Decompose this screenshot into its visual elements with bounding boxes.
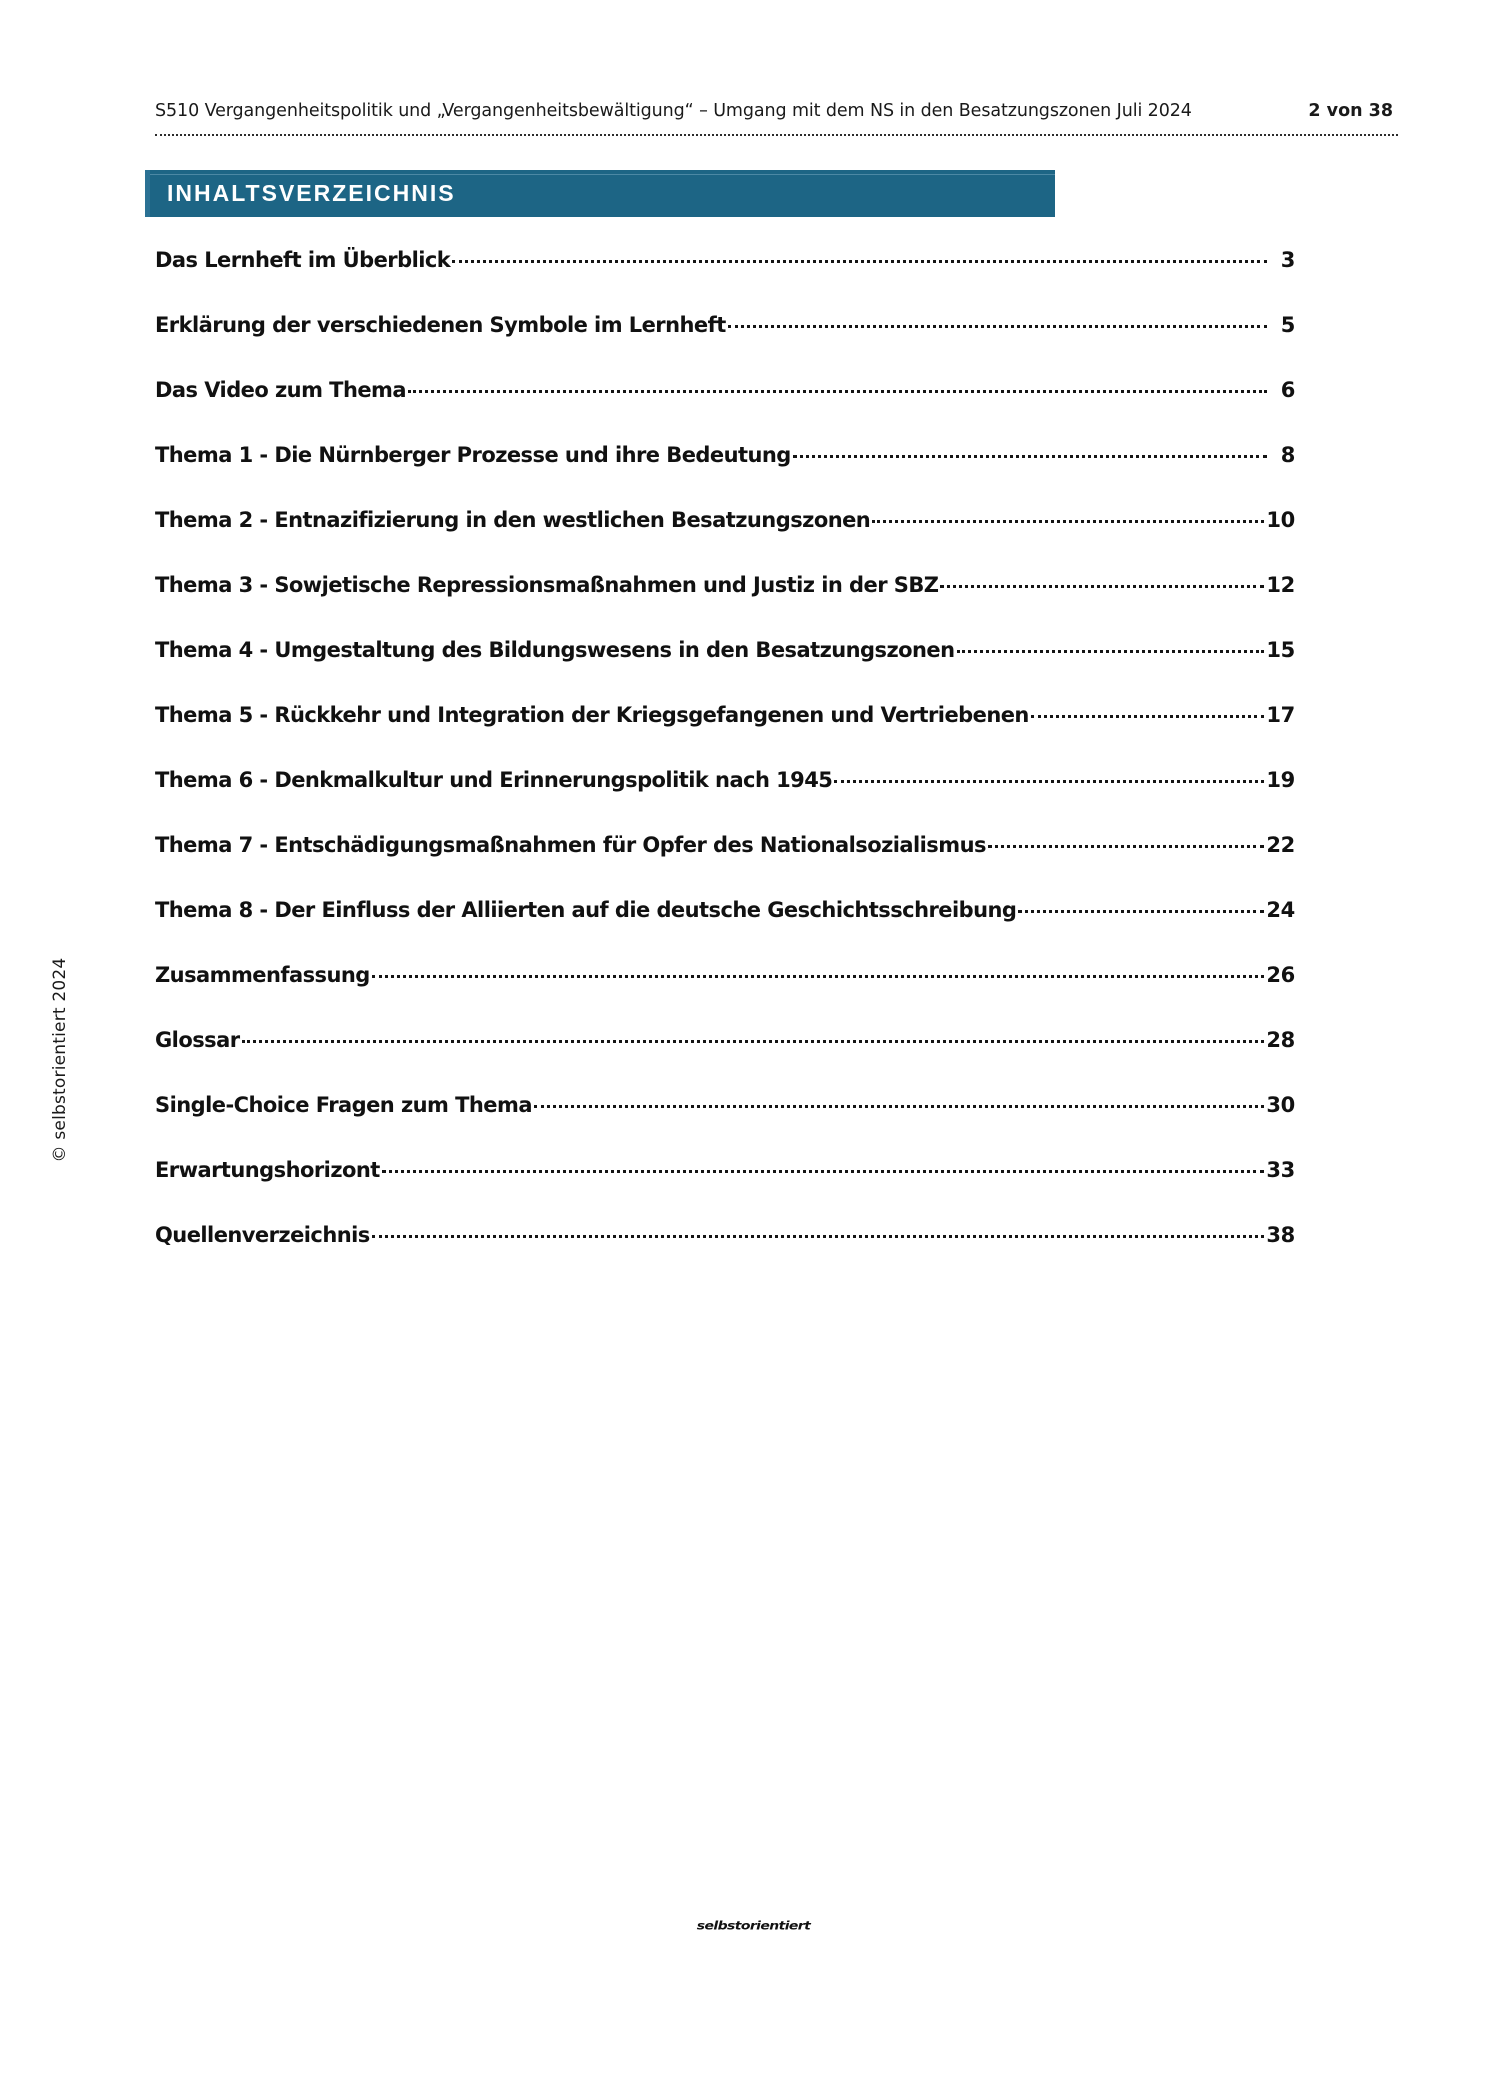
toc-entry-page-number: 33 [1266, 1158, 1295, 1182]
toc-entry-label: Erwartungshorizont [155, 1158, 380, 1182]
toc-dot-leader [372, 1222, 1265, 1242]
toc-entry-label: Glossar [155, 1028, 240, 1052]
toc-entry-label: Zusammenfassung [155, 963, 370, 987]
toc-dot-leader [872, 507, 1264, 527]
toc-entry[interactable] [155, 702, 1295, 767]
toc-entry-page-number: 26 [1266, 963, 1295, 987]
toc-dot-leader [1018, 897, 1264, 917]
toc-entry-page-number: 19 [1266, 768, 1295, 792]
toc-entry-label: Das Video zum Thema [155, 378, 406, 402]
toc-entry[interactable] [155, 897, 1295, 962]
toc-entry[interactable] [155, 377, 1295, 442]
toc-dot-leader [534, 1092, 1264, 1112]
toc-entry-page-number: 5 [1280, 313, 1295, 337]
section-title-bar [145, 170, 1055, 217]
toc-dot-leader [452, 247, 1267, 267]
toc-entry[interactable] [155, 247, 1295, 312]
toc-entry-page-number: 6 [1280, 378, 1295, 402]
toc-dot-leader [940, 572, 1264, 592]
toc-entry-page-number: 17 [1266, 703, 1295, 727]
toc-entry-label: Thema 4 - Umgestaltung des Bildungswesens in den Besatzungszonen [155, 638, 955, 662]
toc-dot-leader [793, 442, 1267, 462]
toc-entry-label: Quellenverzeichnis [155, 1223, 370, 1247]
toc-dot-leader [728, 312, 1267, 332]
toc-entry-label: Thema 8 - Der Einfluss der Alliierten auf die deutsche Geschichtsschreibung [155, 898, 1017, 922]
toc-entry-label: Thema 2 - Entnazifizierung in den westlichen Besatzungszonen [155, 508, 871, 532]
toc-dot-leader [408, 377, 1267, 397]
toc-entry-page-number: 3 [1280, 248, 1295, 272]
toc-entry-page-number: 24 [1266, 898, 1295, 922]
toc-entry-page-number: 22 [1266, 833, 1295, 857]
toc-entry[interactable] [155, 1027, 1295, 1092]
header-title: S510 Vergangenheitspolitik und „Vergangenheitsbewältigung“ – Umgang mit dem NS in den Besatzungszonen Juli 2024 [155, 101, 1192, 121]
toc-entry[interactable] [155, 312, 1295, 377]
toc-dot-leader [957, 637, 1265, 657]
toc-entry-label: Single-Choice Fragen zum Thema [155, 1093, 532, 1117]
toc-entry-page-number: 12 [1266, 573, 1295, 597]
page-title: INHALTSVERZEICHNIS [167, 180, 456, 206]
toc-entry-label: Thema 3 - Sowjetische Repressionsmaßnahmen und Justiz in der SBZ [155, 573, 939, 597]
running-header [155, 100, 1395, 134]
toc-entry-page-number: 10 [1266, 508, 1295, 532]
toc-entry-page-number: 30 [1266, 1093, 1295, 1117]
toc-entry[interactable] [155, 832, 1295, 897]
toc-dot-leader [834, 767, 1264, 787]
toc-dot-leader [242, 1027, 1265, 1047]
toc-entry-page-number: 8 [1280, 443, 1295, 467]
toc-dot-leader [382, 1157, 1265, 1177]
toc-entry-label: Thema 6 - Denkmalkultur und Erinnerungspolitik nach 1945 [155, 768, 833, 792]
toc-entry[interactable] [155, 1157, 1295, 1222]
toc-entry[interactable] [155, 572, 1295, 637]
toc-entry[interactable] [155, 767, 1295, 832]
toc-entry-label: Erklärung der verschiedenen Symbole im Lernheft [155, 313, 726, 337]
toc-entry-page-number: 38 [1266, 1223, 1295, 1247]
toc-entry-page-number: 28 [1266, 1028, 1295, 1052]
toc-entry-label: Das Lernheft im Überblick [155, 248, 451, 272]
toc-entry[interactable] [155, 1092, 1295, 1157]
sidebar-copyright: © selbstorientiert 2024 [50, 957, 70, 1163]
footer-logo: selbstorientiert [696, 1919, 811, 1933]
table-of-contents [155, 247, 1295, 1287]
toc-entry-label: Thema 5 - Rückkehr und Integration der Kriegsgefangenen und Vertriebenen [155, 703, 1029, 727]
toc-entry[interactable] [155, 442, 1295, 507]
toc-entry-label: Thema 1 - Die Nürnberger Prozesse und ihre Bedeutung [155, 443, 791, 467]
header-divider [155, 134, 1398, 136]
toc-entry[interactable] [155, 507, 1295, 572]
toc-dot-leader [988, 832, 1264, 852]
toc-dot-leader [372, 962, 1265, 982]
toc-entry-label: Thema 7 - Entschädigungsmaßnahmen für Opfer des Nationalsozialismus [155, 833, 986, 857]
toc-entry[interactable] [155, 637, 1295, 702]
toc-entry[interactable] [155, 962, 1295, 1027]
toc-entry[interactable] [155, 1222, 1295, 1287]
toc-entry-page-number: 15 [1266, 638, 1295, 662]
header-page-indicator: 2 von 38 [1308, 101, 1393, 121]
toc-dot-leader [1031, 702, 1265, 722]
